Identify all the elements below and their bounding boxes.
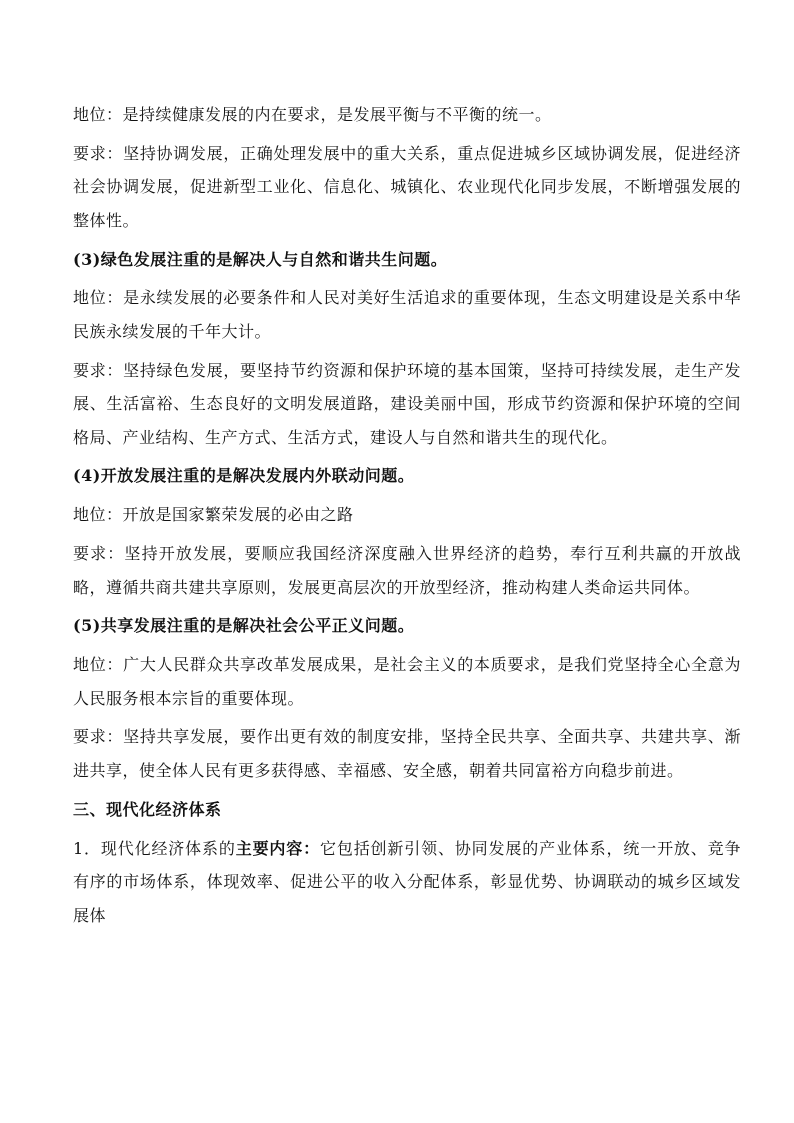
green-status-paragraph: 地位：是永续发展的必要条件和人民对美好生活追求的重要体现，生态文明建设是关系中华民族永续发展的千年大计。 xyxy=(73,288,741,341)
document-page xyxy=(73,98,741,937)
section-three-heading: 三、现代化经济体系 xyxy=(73,799,222,819)
coord-requirement-paragraph: 要求：坚持协调发展，正确处理发展中的重大关系，重点促进城乡区域协调发展，促进经济社会协调发展，促进新型工业化、信息化、城镇化、农业现代化同步发展，不断增强发展的整体性。 xyxy=(73,143,741,230)
open-heading: (4)开放发展注重的是解决发展内外联动问题。 xyxy=(73,466,415,486)
open-status-paragraph: 地位：开放是国家繁荣发展的必由之路 xyxy=(73,505,354,525)
economic-system-highlight: 主要内容： xyxy=(235,838,320,858)
share-requirement-paragraph: 要求：坚持共享发展，要作出更有效的制度安排，坚持全民共享、全面共享、共建共享、渐进共享，使全体人民有更多获得感、幸福感、安全感，朝着共同富裕方向稳步前进。 xyxy=(73,727,741,780)
economic-system-rest: 它包括创新引领、协同发展的产业体系，统一开放、竞争有序的市场体系，体现效率、促进公平的收入分配体系，彰显优势、协调联动的城乡区域发展体 xyxy=(73,838,741,925)
green-heading: (3)绿色发展注重的是解决人与自然和谐共生问题。 xyxy=(73,249,448,269)
share-status-paragraph: 地位：广大人民群众共享改革发展成果，是社会主义的本质要求，是我们党坚持全心全意为人民服务根本宗旨的重要体现。 xyxy=(73,655,741,708)
share-heading: (5)共享发展注重的是解决社会公平正义问题。 xyxy=(73,616,415,636)
economic-system-paragraph xyxy=(73,832,741,933)
green-requirement-paragraph: 要求：坚持绿色发展，要坚持节约资源和保护环境的基本国策，坚持可持续发展，走生产发展、生活富裕、生态良好的文明发展道路，建设美丽中国，形成节约资源和保护环境的空间格局、产业结构、生产方式、生活方式，建设人与自然和谐共生的现代化。 xyxy=(73,360,741,447)
economic-system-prefix: 1．现代化经济体系的 xyxy=(73,838,236,858)
open-requirement-paragraph: 要求：坚持开放发展，要顺应我国经济深度融入世界经济的趋势，奉行互利共赢的开放战略，遵循共商共建共享原则，发展更高层次的开放型经济，推动构建人类命运共同体。 xyxy=(73,544,741,597)
coord-status-paragraph: 地位：是持续健康发展的内在要求，是发展平衡与不平衡的统一。 xyxy=(73,105,552,124)
